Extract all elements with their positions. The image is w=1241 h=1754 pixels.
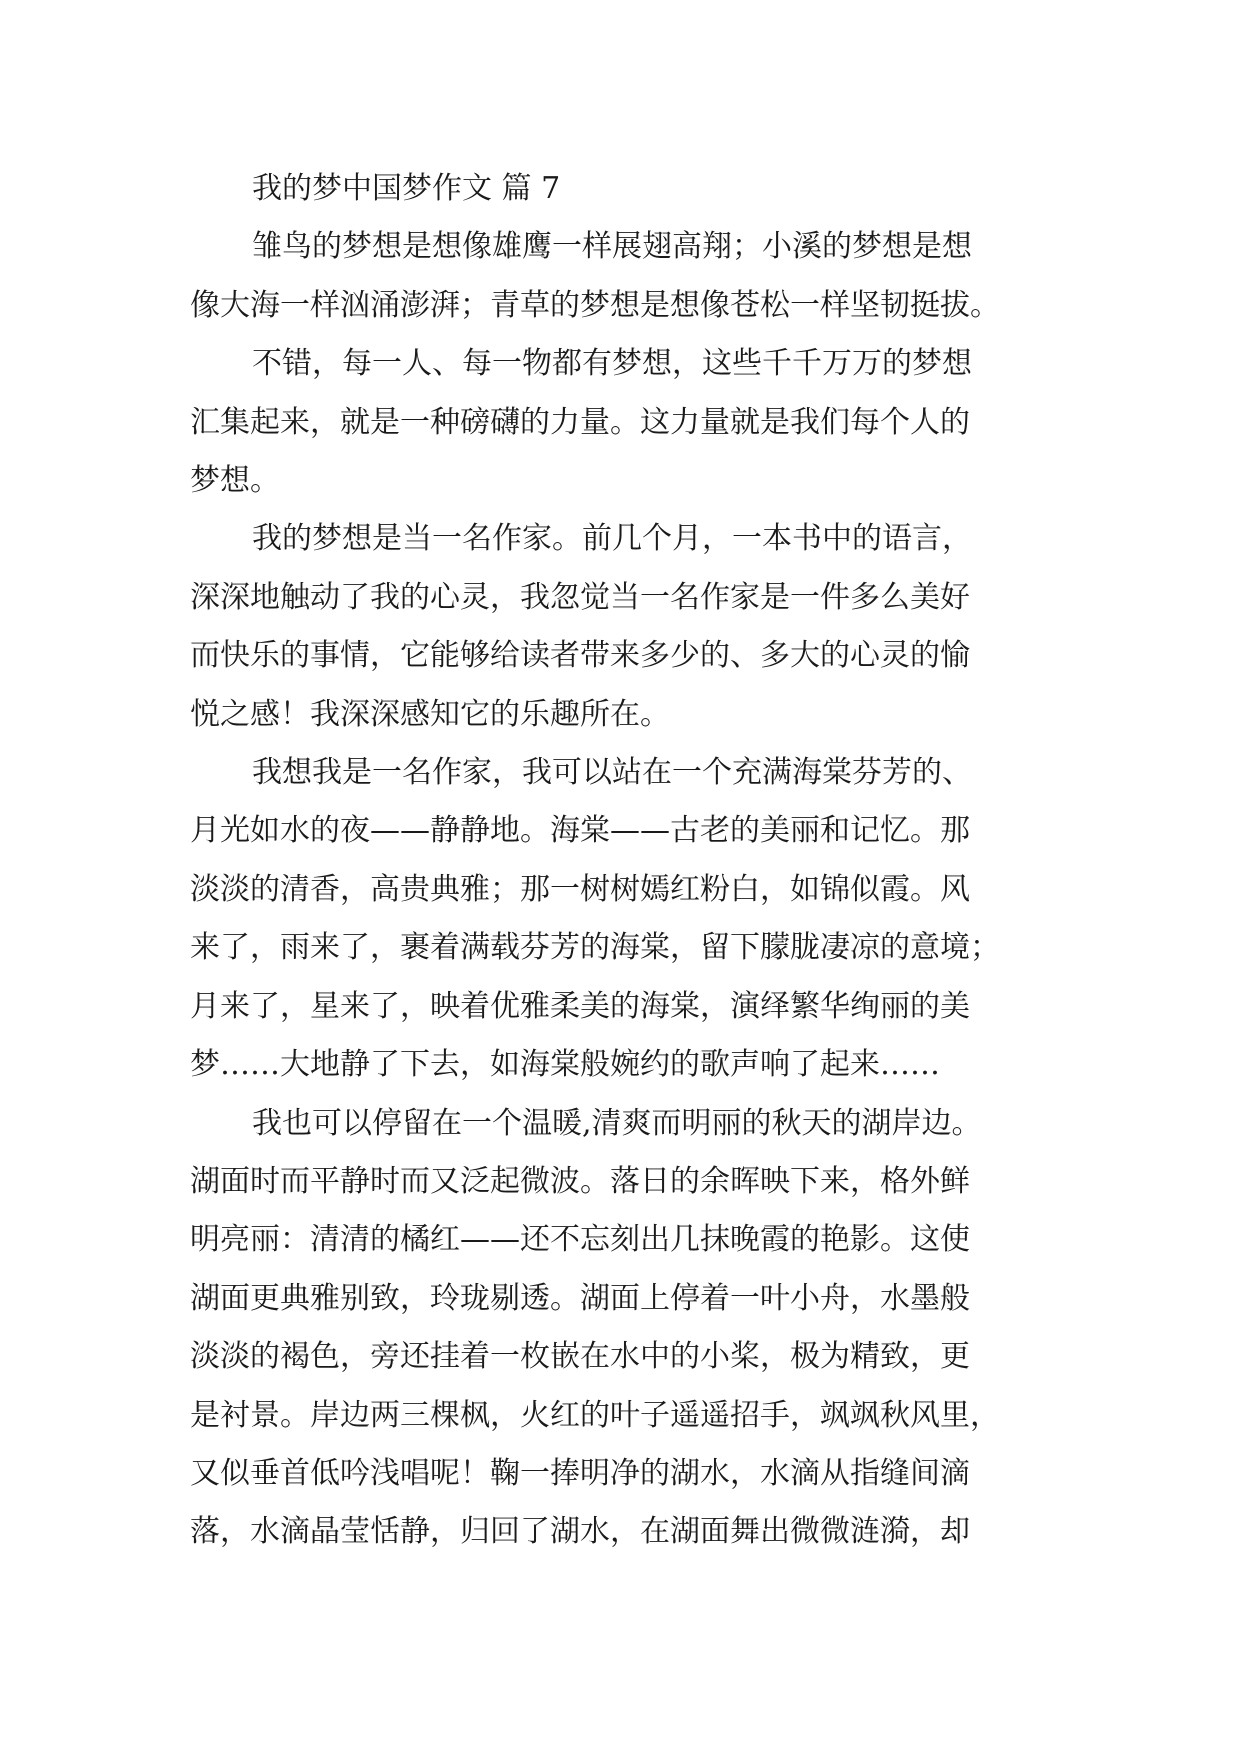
text-line: 我的梦想是当一名作家。前几个月，一本书中的语言， (252, 521, 972, 557)
text-line: 又似垂首低吟浅唱呢！鞠一捧明净的湖水，水滴从指缝间滴 (190, 1455, 970, 1491)
document-page (190, 160, 1052, 1562)
text-line: 像大海一样汹涌澎湃；青草的梦想是想像苍松一样坚韧挺拔。 (190, 287, 1000, 323)
text-line: 湖面更典雅别致，玲珑剔透。湖面上停着一叶小舟，水墨般 (190, 1280, 970, 1316)
text-line: 悦之感！我深深感知它的乐趣所在。 (190, 696, 670, 732)
paragraph-4 (190, 744, 1052, 1094)
text-line: 湖面时而平静时而又泛起微波。落日的余晖映下来，格外鲜 (190, 1163, 970, 1199)
text-line: 淡淡的褐色，旁还挂着一枚嵌在水中的小桨，极为精致，更 (190, 1339, 970, 1375)
text-line: 淡淡的清香，高贵典雅；那一树树嫣红粉白，如锦似霞。风 (190, 871, 970, 907)
text-line: 梦想。 (190, 463, 280, 499)
text-line: 我也可以停留在一个温暖,清爽而明丽的秋天的湖岸边。 (252, 1105, 982, 1141)
text-line: 雏鸟的梦想是想像雄鹰一样展翅高翔；小溪的梦想是想 (252, 229, 972, 265)
text-line: 月来了，星来了，映着优雅柔美的海棠，演绎繁华绚丽的美 (190, 988, 970, 1024)
essay-title: 我的梦中国梦作文 篇 7 (252, 171, 561, 206)
text-line: 月光如水的夜——静静地。海棠——古老的美丽和记忆。那 (190, 813, 970, 849)
text-line: 我想我是一名作家，我可以站在一个充满海棠芬芳的、 (252, 755, 972, 791)
text-line: 梦……大地静了下去，如海棠般婉约的歌声响了起来…… (190, 1047, 940, 1083)
paragraph-3 (190, 510, 1052, 744)
paragraph-5 (190, 1095, 1052, 1562)
paragraph-2 (190, 335, 1052, 510)
paragraph-1 (190, 218, 1052, 335)
text-line: 来了，雨来了，裹着满载芬芳的海棠，留下朦胧凄凉的意境； (190, 930, 1000, 966)
text-line: 深深地触动了我的心灵，我忽觉当一名作家是一件多么美好 (190, 579, 970, 615)
text-line: 汇集起来，就是一种磅礴的力量。这力量就是我们每个人的 (190, 404, 970, 440)
text-line: 明亮丽：清清的橘红——还不忘刻出几抹晚霞的艳影。这使 (190, 1222, 970, 1258)
text-line: 不错，每一人、每一物都有梦想，这些千千万万的梦想 (252, 346, 972, 382)
text-line: 而快乐的事情，它能够给读者带来多少的、多大的心灵的愉 (190, 638, 970, 674)
text-line: 落，水滴晶莹恬静，归回了湖水，在湖面舞出微微涟漪，却 (190, 1514, 970, 1550)
text-line: 是衬景。岸边两三棵枫，火红的叶子遥遥招手，飒飒秋风里， (190, 1397, 1000, 1433)
